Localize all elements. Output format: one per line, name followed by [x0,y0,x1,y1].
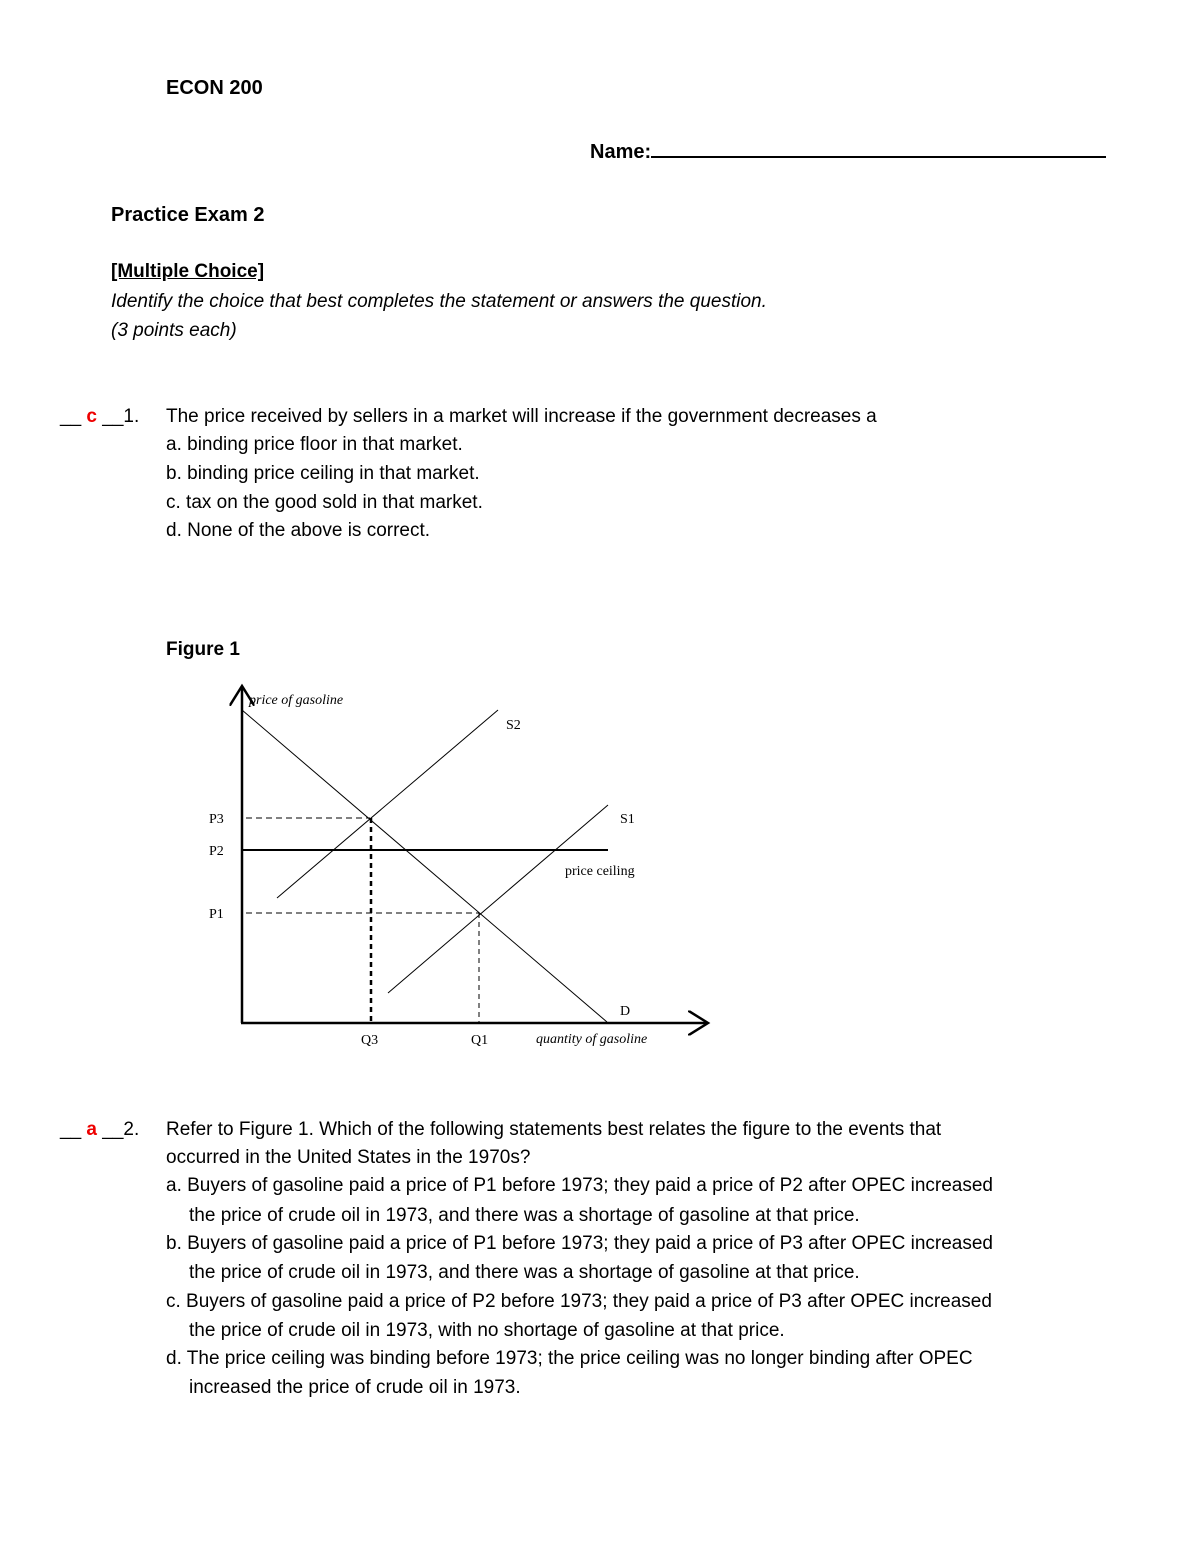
question-1-number: 1. [123,406,140,427]
s1-label: S1 [620,812,635,827]
question-1-answer-blank[interactable]: __ c __1. [60,406,140,427]
q1-label: Q1 [471,1033,489,1048]
question-1-choice-d: d. None of the above is correct. [166,520,431,541]
question-1-choice-a: a. binding price floor in that market. [166,434,463,455]
question-2-stem-line-2: occurred in the United States in the 1970s? [166,1147,531,1168]
points-note: (3 points each) [111,320,237,341]
y-axis-label: price of gasoline [249,693,344,708]
question-2-choice-d-cont: increased the price of crude oil in 1973. [189,1377,521,1398]
question-1-stem: The price received by sellers in a market will increase if the government decreases a [166,406,877,427]
question-2-choice-c-cont: the price of crude oil in 1973, with no shortage of gasoline at that price. [189,1320,785,1341]
supply-curve-s2 [277,710,498,898]
question-2-choice-b: b. Buyers of gasoline paid a price of P1 before 1973; they paid a price of P3 after OPEC increased [166,1233,993,1254]
question-1-choice-c: c. tax on the good sold in that market. [166,492,483,513]
s2-label: S2 [506,718,521,733]
x-axis-label: quantity of gasoline [536,1032,648,1047]
name-label: Name: [590,141,652,163]
question-2-number: 2. [123,1119,140,1140]
exam-title: Practice Exam 2 [111,204,265,226]
question-2-choice-c: c. Buyers of gasoline paid a price of P2 before 1973; they paid a price of P3 after OPEC increased [166,1291,992,1312]
question-1-choice-b: b. binding price ceiling in that market. [166,463,480,484]
price-ceiling-label: price ceiling [565,864,635,879]
instructions: Identify the choice that best completes the statement or answers the question. [111,291,767,312]
question-2-stem-line-1: Refer to Figure 1. Which of the following statements best relates the figure to the events that [166,1119,942,1140]
supply-curve-s1 [388,805,608,993]
question-2-choice-d: d. The price ceiling was binding before 1973; the price ceiling was no longer binding after OPEC [166,1348,973,1369]
question-2-choice-a-cont: the price of crude oil in 1973, and there was a shortage of gasoline at that price. [189,1205,860,1226]
p2-label: P2 [209,844,224,859]
p3-label: P3 [209,812,224,827]
course-title: ECON 200 [166,77,263,99]
d-label: D [620,1004,631,1019]
question-2-choice-a: a. Buyers of gasoline paid a price of P1 before 1973; they paid a price of P2 after OPEC increased [166,1175,993,1196]
p1-label: P1 [209,907,224,922]
question-1-answer: c [86,406,97,427]
figure-title: Figure 1 [166,639,240,660]
question-2-answer-blank[interactable]: __ a __2. [60,1119,140,1140]
question-2-answer: a [86,1119,97,1140]
section-title: [Multiple Choice] [111,261,265,282]
demand-curve [242,710,607,1022]
q3-label: Q3 [361,1033,379,1048]
question-2-choice-b-cont: the price of crude oil in 1973, and there was a shortage of gasoline at that price. [189,1262,860,1283]
